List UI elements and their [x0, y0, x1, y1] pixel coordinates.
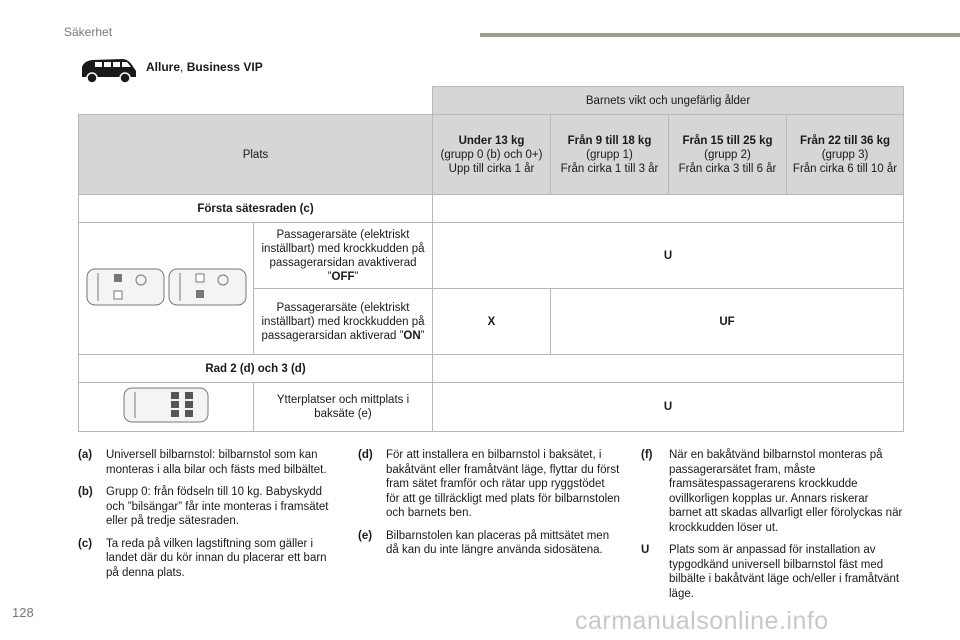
watermark: carmanualsonline.info — [575, 607, 829, 635]
col-title: Från 9 till 18 kg — [567, 134, 652, 147]
note-a: (a) Universell bilbarnstol: bilbarnstol som kan monteras i alla bilar och fästs med bilbältet. — [78, 449, 327, 476]
col-header-1 — [433, 115, 551, 195]
row-front-off-label — [254, 223, 433, 289]
front-seats-image-cell — [79, 223, 254, 355]
col-group: (grupp 1) — [586, 148, 633, 161]
rear-seats-topview-icon — [121, 385, 211, 425]
rear-seats-image-cell — [79, 383, 254, 432]
col-group: (grupp 0 (b) och 0+) — [440, 148, 543, 161]
airbag-off-text: OFF — [331, 270, 355, 283]
col-age: Från cirka 3 till 6 år — [678, 162, 777, 175]
row-front-on-label — [254, 289, 433, 355]
col-age: Från cirka 6 till 10 år — [792, 162, 898, 175]
col-title: Från 22 till 36 kg — [799, 134, 891, 147]
plats-header: Plats — [79, 115, 433, 195]
row-front-on-value-1: X — [433, 289, 551, 355]
col-title: Under 13 kg — [458, 134, 525, 147]
col-group: (grupp 2) — [704, 148, 751, 161]
model-row — [78, 55, 263, 85]
col-header-2 — [551, 115, 669, 195]
model-name-allure: Allure — [146, 60, 181, 74]
model-names — [146, 60, 263, 74]
model-separator: , — [180, 60, 187, 74]
row-section-rear-empty — [433, 355, 904, 383]
row-rear-value: U — [433, 383, 904, 432]
header-rule — [480, 33, 960, 37]
van-side-icon — [78, 55, 138, 85]
section-title: Säkerhet — [64, 25, 113, 39]
row-section-rear: Rad 2 (d) och 3 (d) — [79, 355, 433, 383]
notes-column-3 — [641, 448, 903, 609]
note-e: (e) Bilbarnstolen kan placeras på mittsätet men då kan du inte längre använda sidosätena. — [358, 529, 610, 556]
child-seat-table — [78, 86, 904, 432]
notes-column-1 — [78, 448, 340, 588]
front-seats-topview-icon — [84, 265, 249, 309]
note-f: (f) När en bakåtvänd bilbarnstol monteras på passagerarsätet fram, måste framsätespassagerarens krockkudde ovillkorligen kopplas ur. Annars riskerar barnet att skadas allvarligt eller förolyckas när krockkudden löser ut. — [641, 449, 903, 534]
col-header-4 — [787, 115, 904, 195]
airbag-on-text: ON — [403, 329, 421, 342]
note-u: U Plats som är anpassad för installation av typgodkänd universell bilbarnstol fäst med bilbälte i bakåtvänt läge och/eller i framåtvänt läge. — [641, 544, 900, 600]
table-corner — [79, 87, 433, 115]
page-number: 128 — [12, 605, 34, 620]
col-age: Upp till cirka 1 år — [448, 162, 535, 175]
model-name-business-vip: Business VIP — [186, 60, 263, 74]
note-d: (d) För att installera en bilbarnstol i baksätet, i bakåtvänt eller framåtvänt läge, flyttar du först fram sätet framför och rätar upp ryggstödet för att ge tillräckligt med plats för bilbarnstolen och barnets ben. — [358, 449, 620, 519]
row-front-on-label-text: Passagerarsäte (elektriskt inställbart) med krockkudden på passagerarsidan aktiverad ” — [261, 301, 425, 342]
col-header-3 — [669, 115, 787, 195]
row-front-off-label-end: ” — [354, 270, 359, 283]
row-front-off-label-text: Passagerarsäte (elektriskt inställbart) med krockkudden på passagerarsidan avaktiverad ” — [261, 228, 425, 283]
row-front-off-value: U — [433, 223, 904, 289]
col-title: Från 15 till 25 kg — [682, 134, 773, 147]
notes-column-2 — [358, 448, 620, 566]
row-front-on-value-2: UF — [551, 289, 904, 355]
row-section-front-empty — [433, 195, 904, 223]
row-front-on-label-end: ” — [420, 329, 425, 342]
note-b: (b) Grupp 0: från födseln till 10 kg. Babyskydd och ”bilsängar” får inte monteras i framsätet eller på tredje sätesraden. — [78, 486, 329, 527]
col-group: (grupp 3) — [821, 148, 869, 161]
row-section-front: Första sätesraden (c) — [79, 195, 433, 223]
row-rear-label: Ytterplatser och mittplats i baksäte (e) — [254, 383, 433, 432]
group-header: Barnets vikt och ungefärlig ålder — [433, 87, 904, 115]
note-c: (c) Ta reda på vilken lagstiftning som gäller i landet där du kör innan du placerar ett barn på denna plats. — [78, 537, 327, 579]
col-age: Från cirka 1 till 3 år — [560, 162, 659, 175]
